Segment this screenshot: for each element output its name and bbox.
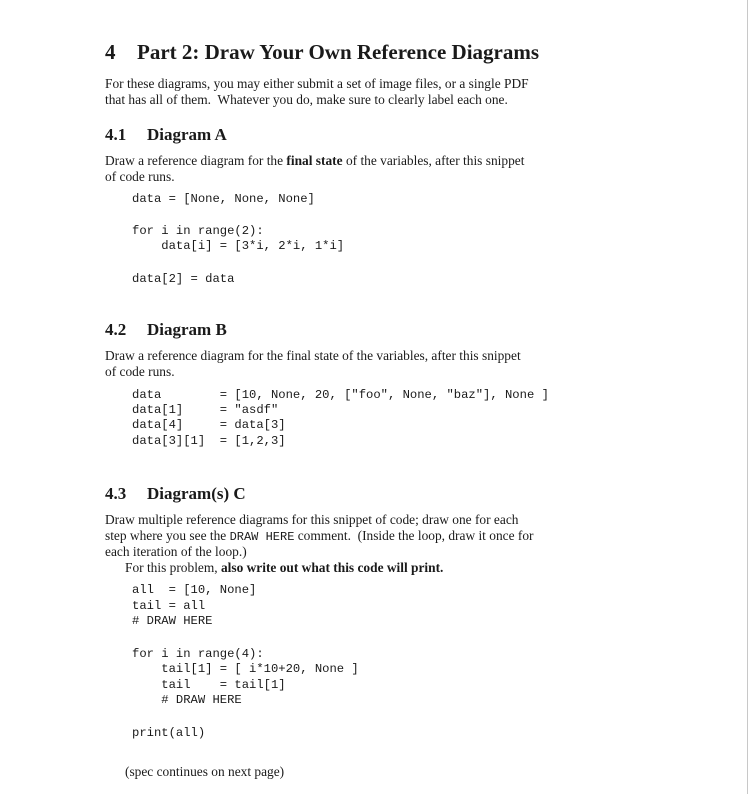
diagram-c-text-line-1: Draw multiple reference diagrams for this snippet of code; draw one for each	[105, 512, 519, 527]
subsection-title: Diagram B	[147, 320, 227, 339]
section-heading: 4 Part 2: Draw Your Own Reference Diagrams	[105, 40, 540, 64]
diagram-c-text-line-2: step where you see the DRAW HERE comment. (Inside the loop, draw it once for	[105, 528, 534, 544]
intro-line-2: that has all of them. Whatever you do, make sure to clearly label each one.	[105, 92, 508, 107]
subsection-title: Diagram(s) C	[147, 484, 246, 503]
diagram-b-text-line-1: Draw a reference diagram for the final state of the variables, after this snippet	[105, 348, 521, 363]
code-line: data[1] = "asdf"	[132, 403, 279, 417]
subsection-title: Diagram A	[147, 125, 227, 144]
diagram-a-text-line-1: Draw a reference diagram for the final state of the variables, after this snippet	[105, 153, 525, 168]
code-line: data[i] = [3*i, 2*i, 1*i]	[132, 239, 345, 253]
subsection-heading-4-1: 4.1 Diagram A	[105, 125, 227, 144]
diagram-b-text-line-2: of code runs.	[105, 364, 175, 379]
subsection-heading-4-3: 4.3 Diagram(s) C	[105, 484, 246, 503]
diagram-c-text-line-3: each iteration of the loop.)	[105, 544, 247, 559]
code-line: for i in range(4):	[132, 647, 264, 661]
code-line: data[3][1] = [1,2,3]	[132, 434, 286, 448]
inline-code: DRAW HERE	[229, 530, 295, 544]
code-line: data[2] = data	[132, 272, 235, 286]
code-line: data = [10, None, 20, ["foo", None, "baz"], None ]	[132, 388, 549, 402]
code-line: data = [None, None, None]	[132, 192, 315, 206]
code-line: # DRAW HERE	[132, 693, 242, 707]
diagram-c-text-line-4: For this problem, also write out what this code will print.	[125, 560, 444, 575]
code-line: data[4] = data[3]	[132, 418, 286, 432]
diagram-a-text-line-2: of code runs.	[105, 169, 175, 184]
code-line: print(all)	[132, 726, 206, 740]
subsection-heading-4-2: 4.2 Diagram B	[105, 320, 227, 339]
code-line: tail[1] = [ i*10+20, None ]	[132, 662, 359, 676]
code-line: tail = all	[132, 599, 206, 613]
code-line: # DRAW HERE	[132, 614, 213, 628]
section-title: Part 2: Draw Your Own Reference Diagrams	[137, 40, 540, 64]
code-line: all = [10, None]	[132, 583, 257, 597]
code-line: for i in range(2):	[132, 224, 264, 238]
continuation-note: (spec continues on next page)	[125, 764, 285, 779]
intro-line-1: For these diagrams, you may either submit a set of image files, or a single PDF	[105, 76, 529, 91]
code-line: tail = tail[1]	[132, 678, 286, 692]
